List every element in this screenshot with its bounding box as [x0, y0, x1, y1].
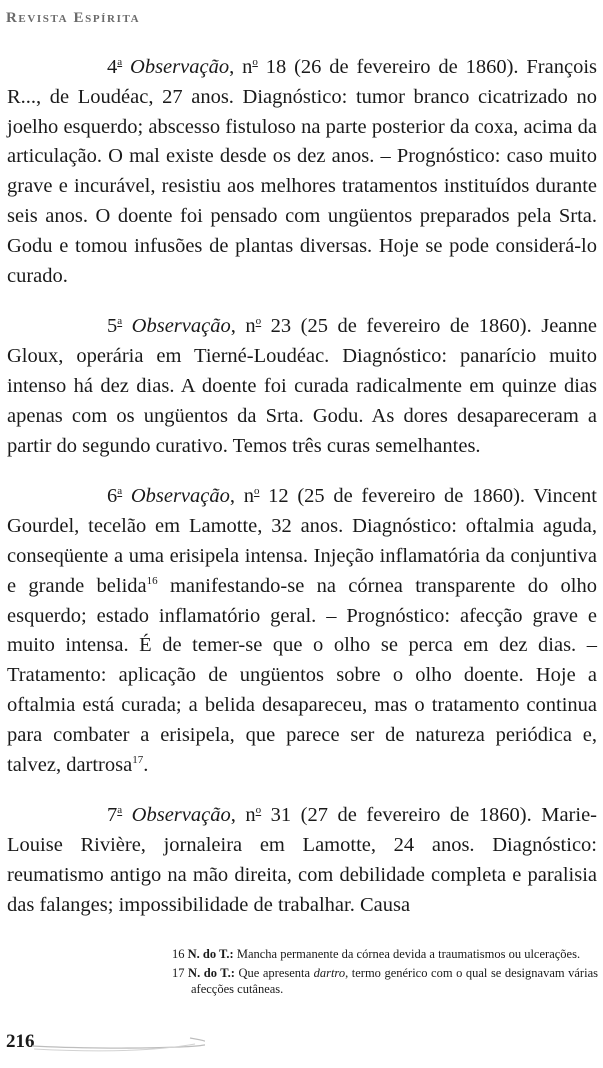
- observation-5-paragraph: [7, 312, 597, 461]
- number-prefix: , n: [230, 315, 256, 338]
- ordinal-indicator: o: [252, 56, 258, 69]
- footnote-16: [172, 946, 598, 962]
- page-number: 216: [6, 1031, 35, 1052]
- footnote-text: Que apresenta: [234, 966, 314, 980]
- number-prefix: , n: [230, 804, 256, 827]
- observation-6-paragraph: [7, 482, 597, 780]
- ordinal-indicator: a: [117, 804, 123, 817]
- observation-number: 7: [107, 804, 118, 827]
- body-text: [7, 53, 597, 921]
- footnote-ref-17[interactable]: 17: [132, 753, 144, 766]
- decorative-swoosh-icon: [30, 1034, 205, 1056]
- footnote-text: , termo genérico com o qual se designavam várias afecções cutâneas.: [191, 966, 598, 996]
- number-prefix: , n: [229, 485, 254, 508]
- running-header: Revista Espírita: [6, 10, 141, 26]
- ordinal-indicator: o: [255, 804, 262, 817]
- observation-label: Observação: [131, 315, 231, 338]
- observation-number: 6: [107, 485, 118, 508]
- observation-label: Observação: [130, 485, 230, 508]
- number-prefix: , n: [229, 56, 253, 78]
- footnote-number: 16: [172, 947, 185, 961]
- ordinal-indicator: a: [117, 56, 123, 69]
- footnote-label: N. do T.:: [187, 947, 234, 961]
- footnote-ref-16[interactable]: 16: [146, 574, 158, 587]
- footnote-number: 17: [172, 966, 185, 980]
- ordinal-indicator: a: [117, 485, 123, 498]
- observation-text: 31 (27 de fevereiro de 1860). Marie-Louise Rivière, jornaleira em Lamotte, 24 anos. Diagnóstico: reumatismo antigo na mão direita, com debilidade completa e paralisia das falanges; impossibilidade de trabalhar. Causa: [7, 804, 598, 916]
- observation-label: Observação: [131, 804, 231, 827]
- observation-text: manifestando-se na córnea transparente do olho esquerdo; estado inflamatório geral. – Prognóstico: afecção grave e muito intensa. É de temer-se que o olho se perca em dez dias. – Tratamento: aplicação de ungüentos sobre o olho doente. Hoje a oftalmia está curada; a belida desapareceu, mas o tratamento continua para combater a erisipela, que parece ser de natureza periódica e, talvez, dartrosa: [7, 574, 597, 776]
- observation-text: 23 (25 de fevereiro de 1860). Jeanne Gloux, operária em Tierné-Loudéac. Diagnóstico: panarício muito intenso há dez dias. A doente foi curada radicalmente em quinze dias apenas com os ungüentos da Srta. Godu. As dores desapareceram a partir do segundo curativo. Temos três curas semelhantes.: [7, 315, 598, 457]
- observation-number: 5: [107, 315, 118, 338]
- footnote-17: [172, 965, 598, 997]
- observation-4-paragraph: [7, 53, 597, 291]
- footnote-text: Mancha permanente da córnea devida a traumatismos ou ulcerações.: [233, 947, 581, 961]
- footnote-term: dartro: [313, 966, 346, 980]
- ordinal-indicator: a: [117, 315, 123, 328]
- observation-text: .: [143, 753, 149, 776]
- ordinal-indicator: o: [253, 485, 260, 498]
- observation-label: Observação: [130, 56, 230, 78]
- ordinal-indicator: o: [255, 315, 262, 328]
- footnotes: [172, 946, 598, 1000]
- observation-number: 4: [107, 56, 118, 78]
- footnote-label: N. do T.:: [188, 966, 235, 980]
- observation-text: 12 (25 de fevereiro de 1860). Vincent Gourdel, tecelão em Lamotte, 32 anos. Diagnóstico: oftalmia aguda, conseqüente a uma erisipela intensa. Injeção inflamatória da conjuntiva e grande belida: [7, 485, 597, 597]
- observation-7-paragraph: [7, 801, 597, 920]
- observation-text: 18 (26 de fevereiro de 1860). François R..., de Loudéac, 27 anos. Diagnóstico: tumor branco cicatrizado no joelho esquerdo; abscesso fistuloso na parte posterior da coxa, acima da articulação. O mal existe desde os dez anos. – Prognóstico: caso muito grave e incurável, resistiu aos melhores tratamentos instituídos durante seis anos. O doente foi pensado com ungüentos preparados pela Srta. Godu e tomou infusões de plantas diversas. Hoje se pode considerá-lo curado.: [7, 56, 597, 287]
